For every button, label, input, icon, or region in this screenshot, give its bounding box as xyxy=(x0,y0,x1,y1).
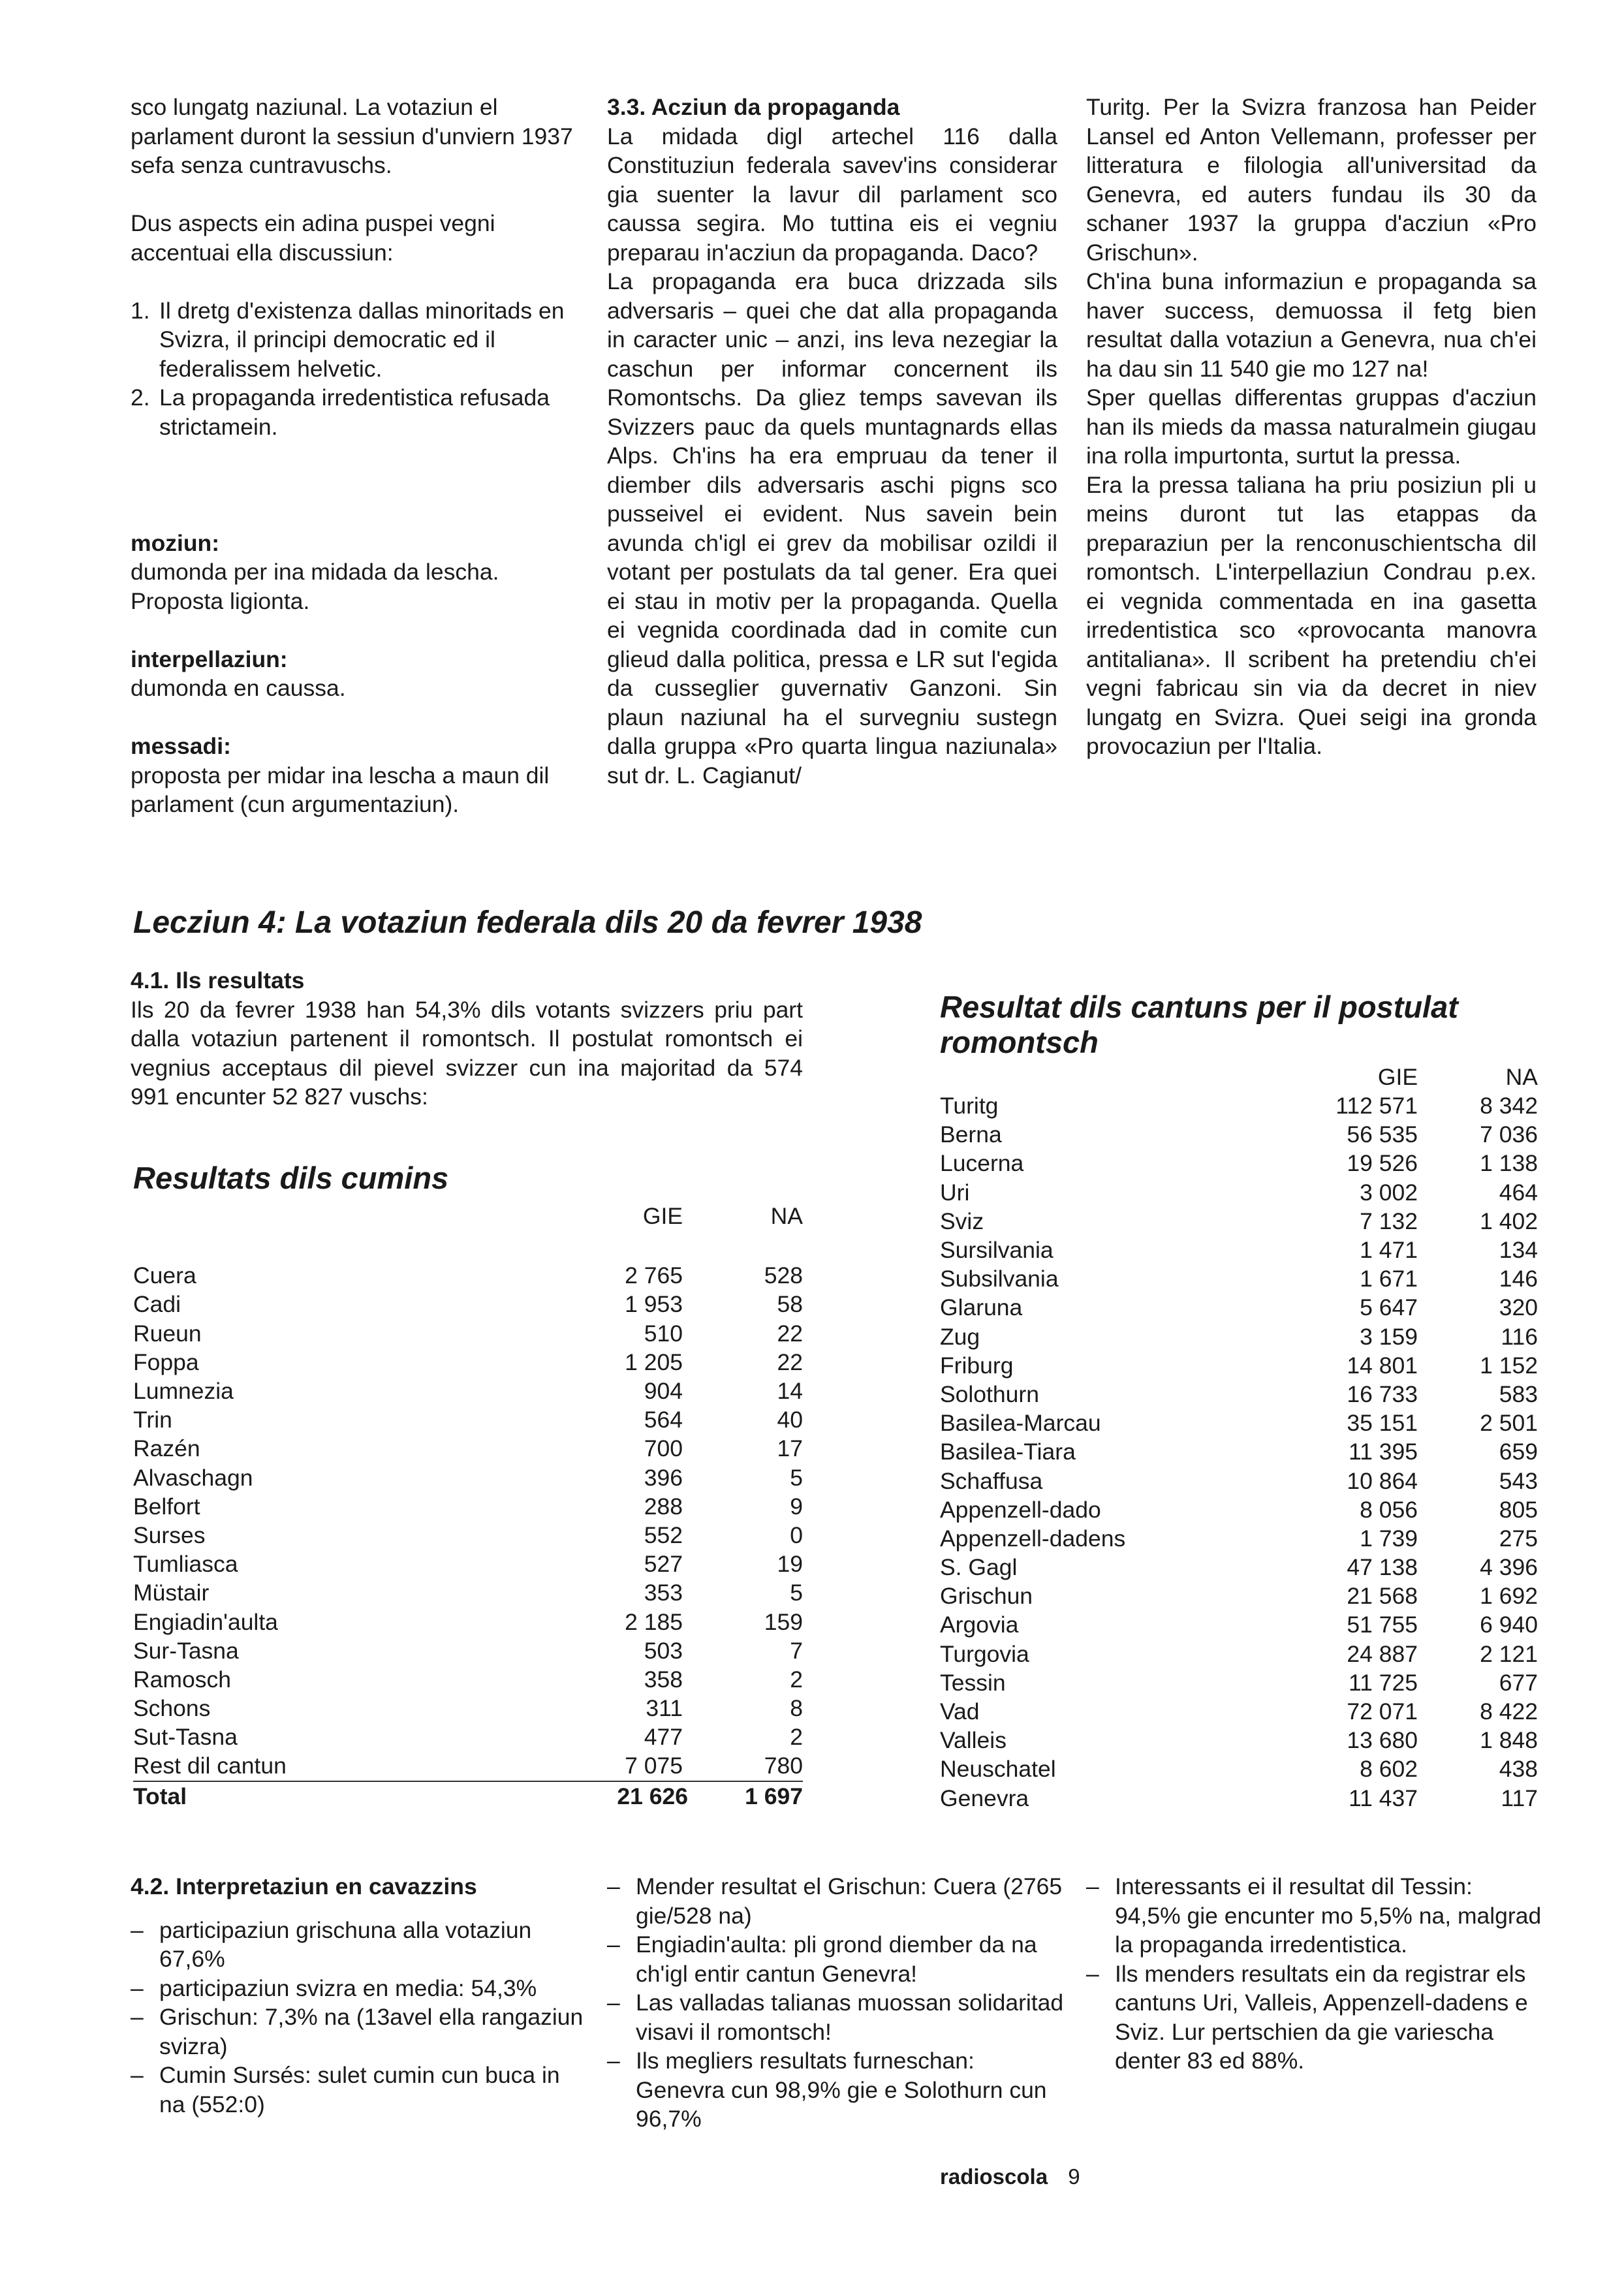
table-row xyxy=(940,1697,1538,1726)
interpretation-list xyxy=(1086,1872,1543,2076)
results-text: Ils 20 da fevrer 1938 han 54,3% dils votants svizzers priu part dalla votaziun partenent il romontsch. Il postulat romontsch ei vegnius acceptaus dil pievel svizzer cun ina majoritad da 574 991 encunter 52 827 vuschs: xyxy=(131,996,803,1110)
page-number: 9 xyxy=(1068,2164,1080,2189)
row-na: 134 xyxy=(1499,1237,1538,1264)
total-gie: 21 626 xyxy=(538,1781,688,1811)
row-name: Turgovia xyxy=(940,1640,1029,1667)
row-name: Sviz xyxy=(940,1208,984,1234)
row-name: Zug xyxy=(940,1323,980,1350)
row-name: Glaruna xyxy=(940,1294,1023,1321)
row-gie: 552 xyxy=(644,1522,683,1548)
page-footer xyxy=(940,2164,1080,2189)
table-row xyxy=(940,1582,1538,1610)
row-gie: 72 071 xyxy=(1347,1698,1418,1725)
table-row xyxy=(940,1351,1538,1380)
row-name: Lucerna xyxy=(940,1150,1024,1177)
row-gie: 11 395 xyxy=(1349,1439,1418,1465)
table-row xyxy=(133,1290,803,1319)
list-item xyxy=(131,2003,587,2061)
list-number: 2. xyxy=(131,384,150,411)
list-item-text: participaziun svizra en media: 54,3% xyxy=(159,1975,537,2001)
row-na: 2 xyxy=(790,1666,803,1693)
row-na: 7 xyxy=(790,1637,803,1664)
row-gie: 503 xyxy=(644,1637,683,1664)
lesson-title: Lecziun 4: La votaziun federala dils 20 da fevrer 1938 xyxy=(133,905,922,940)
row-gie: 8 056 xyxy=(1360,1496,1418,1523)
aspects-intro: Dus aspects ein adina puspei vegni accentuai ella discussiun: xyxy=(131,210,495,266)
row-gie: 21 568 xyxy=(1347,1583,1418,1610)
row-na: 2 121 xyxy=(1480,1640,1538,1667)
row-name: Subsilvania xyxy=(940,1266,1059,1292)
row-name: Neuschatel xyxy=(940,1756,1056,1783)
list-item-text: participaziun grischuna alla votaziun 67,6% xyxy=(159,1916,532,1972)
row-na: 438 xyxy=(1499,1756,1538,1783)
row-na: 9 xyxy=(790,1493,803,1520)
row-name: Lumnezia xyxy=(133,1378,234,1405)
table-row xyxy=(940,1120,1538,1149)
intro-text: sco lungatg naziunal. La votaziun el parlament duront la sessiun d'unviern 1937 sefa senza cuntravuschs. xyxy=(131,94,573,178)
row-gie: 2 185 xyxy=(625,1608,683,1635)
row-name: Solothurn xyxy=(940,1381,1039,1407)
interpretation-col-3 xyxy=(1086,1872,1543,2076)
row-na: 58 xyxy=(777,1291,803,1318)
row-name: Appenzell-dadens xyxy=(940,1525,1126,1552)
table-row xyxy=(133,1434,803,1463)
row-na: 7 036 xyxy=(1480,1121,1538,1148)
row-na: 659 xyxy=(1499,1439,1538,1465)
interpretation-heading: 4.2. Interpretaziun en cavazzins xyxy=(131,1873,477,1899)
column-3 xyxy=(1086,93,1537,761)
row-na: 19 xyxy=(777,1551,803,1578)
list-item xyxy=(607,2046,1064,2134)
row-gie: 1 953 xyxy=(625,1291,683,1318)
row-na: 275 xyxy=(1499,1525,1538,1552)
interpretation-list xyxy=(607,1872,1064,2134)
row-gie: 3 002 xyxy=(1360,1179,1418,1206)
list-item xyxy=(1086,1872,1543,1959)
row-gie: 564 xyxy=(644,1407,683,1433)
row-gie: 5 647 xyxy=(1360,1294,1418,1321)
dash-bullet: – xyxy=(607,1931,620,1958)
row-name: Sursilvania xyxy=(940,1237,1054,1264)
table-row xyxy=(133,1348,803,1377)
row-gie: 358 xyxy=(644,1666,683,1693)
row-gie: 47 138 xyxy=(1347,1554,1418,1581)
row-name: Surses xyxy=(133,1522,206,1548)
table-row xyxy=(940,1668,1538,1697)
table-row xyxy=(133,1578,803,1607)
row-na: 159 xyxy=(764,1608,803,1635)
total-label: Total xyxy=(133,1781,538,1811)
row-gie: 8 602 xyxy=(1360,1756,1418,1783)
row-name: Friburg xyxy=(940,1352,1014,1379)
table-row xyxy=(133,1550,803,1578)
row-name: Ramosch xyxy=(133,1666,231,1693)
paragraph: Turitg. Per la Svizra franzosa han Peider Lansel ed Anton Vellemann, professer per litteratura e filologia all'universitad da Genevra, ed auters fundau ils 30 da schaner 1937 la gruppa d'acziun «Pro Grischun». xyxy=(1086,94,1537,266)
row-na: 6 940 xyxy=(1480,1612,1538,1638)
column-1 xyxy=(131,93,581,819)
interpretation-list xyxy=(131,1916,587,2119)
total-row xyxy=(133,1781,803,1811)
list-text: Il dretg d'existenza dallas minoritads en Svizra, il principi democratic ed il federalissem helvetic. xyxy=(159,297,565,382)
row-na: 464 xyxy=(1499,1179,1538,1206)
list-item xyxy=(607,1988,1064,2046)
dash-bullet: – xyxy=(607,1873,620,1899)
table-row xyxy=(133,1694,803,1723)
row-name: S. Gagl xyxy=(940,1554,1018,1581)
list-item xyxy=(131,1974,587,2003)
row-na: 22 xyxy=(777,1320,803,1347)
list-item-text: Interessants ei il resultat dil Tessin: 94,5% gie encunter mo 5,5% na, malgrad la propaganda irredentistica. xyxy=(1115,1873,1542,1958)
table-row xyxy=(940,1784,1538,1813)
row-name: Razén xyxy=(133,1435,200,1462)
row-name: Grischun xyxy=(940,1583,1033,1610)
row-gie: 353 xyxy=(644,1580,683,1606)
row-name: Appenzell-dado xyxy=(940,1496,1101,1523)
aspect-item xyxy=(131,296,581,384)
row-na: 17 xyxy=(777,1435,803,1462)
section-heading: 3.3. Acziun da propaganda xyxy=(607,94,900,120)
column-2 xyxy=(607,93,1057,790)
row-gie: 1 739 xyxy=(1360,1525,1418,1552)
row-na: 805 xyxy=(1499,1496,1538,1523)
table-row xyxy=(940,1264,1538,1293)
row-name: Belfort xyxy=(133,1493,200,1520)
row-na: 2 501 xyxy=(1480,1410,1538,1437)
row-name: Foppa xyxy=(133,1349,199,1375)
row-na: 2 xyxy=(790,1724,803,1751)
row-name: Argovia xyxy=(940,1612,1019,1638)
row-gie: 7 075 xyxy=(625,1753,683,1779)
row-na: 5 xyxy=(790,1464,803,1491)
row-gie: 700 xyxy=(644,1435,683,1462)
row-gie: 904 xyxy=(644,1378,683,1405)
dash-bullet: – xyxy=(131,2062,144,2088)
row-gie: 2 765 xyxy=(625,1262,683,1289)
glossary-definition: proposta per midar ina lescha a maun dil parlament (cun argumentaziun). xyxy=(131,762,550,817)
table-header-row xyxy=(133,1200,803,1232)
table-row xyxy=(133,1377,803,1405)
row-gie: 112 571 xyxy=(1335,1093,1418,1119)
row-name: Tessin xyxy=(940,1669,1006,1696)
cumins-table-title: Resultats dils cumins xyxy=(133,1161,449,1195)
row-na: 1 402 xyxy=(1480,1208,1538,1234)
table-row xyxy=(940,1755,1538,1783)
list-item-text: Engiadin'aulta: pli grond diember da na ch'igl entir cantun Genevra! xyxy=(636,1931,1037,1987)
cantuns-table-block xyxy=(940,990,1540,1813)
row-name: Vad xyxy=(940,1698,980,1725)
table-row xyxy=(133,1665,803,1694)
footer-brand: radioscola xyxy=(940,2164,1048,2189)
row-name: Basilea-Marcau xyxy=(940,1410,1101,1437)
list-item-text: Grischun: 7,3% na (13avel ella rangaziun svizra) xyxy=(159,2004,584,2059)
paragraph: Ch'ina buna informaziun e propaganda sa haver success, demuossa il fetg bien resultat dalla votaziun a Genevra, nua ch'ei ha dau sin 11 540 gie mo 127 na! xyxy=(1086,268,1537,382)
dash-bullet: – xyxy=(1086,1873,1099,1899)
glossary-definition: dumonda per ina midada da lescha. Proposta ligionta. xyxy=(131,559,499,614)
row-na: 8 422 xyxy=(1480,1698,1538,1725)
row-na: 320 xyxy=(1499,1294,1538,1321)
table-row xyxy=(940,1409,1538,1437)
table-row xyxy=(940,1207,1538,1236)
cantuns-title-line1: Resultat dils cantuns per il postulat xyxy=(940,990,1458,1024)
row-gie: 396 xyxy=(644,1464,683,1491)
table-row xyxy=(133,1319,803,1348)
column-header-gie: GIE xyxy=(1377,1063,1418,1090)
row-na: 116 xyxy=(1501,1323,1538,1350)
list-text: La propaganda irredentistica refusada strictamein. xyxy=(159,384,550,440)
list-item xyxy=(1086,1959,1543,2076)
list-number: 1. xyxy=(131,297,150,324)
row-gie: 527 xyxy=(644,1551,683,1578)
row-na: 583 xyxy=(1499,1381,1538,1407)
list-item xyxy=(607,1872,1064,1930)
row-na: 4 396 xyxy=(1480,1554,1538,1581)
row-na: 117 xyxy=(1501,1785,1538,1811)
interpretation-col-1 xyxy=(131,1872,587,2119)
row-name: Uri xyxy=(940,1179,970,1206)
cumins-table xyxy=(133,1200,803,1811)
row-na: 1 152 xyxy=(1480,1352,1538,1379)
column-header-na: NA xyxy=(1505,1063,1538,1090)
table-row xyxy=(940,1437,1538,1466)
column-header-na: NA xyxy=(770,1202,803,1229)
list-item xyxy=(131,1916,587,1974)
table-row xyxy=(940,1495,1538,1524)
row-gie: 510 xyxy=(644,1320,683,1347)
dash-bullet: – xyxy=(607,1990,620,2016)
row-gie: 24 887 xyxy=(1347,1640,1418,1667)
row-name: Sur-Tasna xyxy=(133,1637,239,1664)
row-gie: 1 471 xyxy=(1360,1237,1418,1264)
row-na: 8 xyxy=(790,1695,803,1722)
row-name: Tumliasca xyxy=(133,1551,238,1578)
table-row xyxy=(940,1293,1538,1322)
row-name: Rest dil cantun xyxy=(133,1753,287,1779)
glossary-term: moziun: xyxy=(131,529,220,556)
row-na: 14 xyxy=(777,1378,803,1405)
row-name: Engiadin'aulta xyxy=(133,1608,278,1635)
row-name: Schons xyxy=(133,1695,211,1722)
row-name: Valleis xyxy=(940,1727,1007,1754)
row-gie: 1 671 xyxy=(1360,1266,1418,1292)
list-item-text: Mender resultat el Grischun: Cuera (2765 gie/528 na) xyxy=(636,1873,1063,1929)
results-heading: 4.1. Ils resultats xyxy=(131,967,305,993)
cantuns-title-line2: romontsch xyxy=(940,1025,1099,1059)
table-row xyxy=(133,1751,803,1781)
row-name: Genevra xyxy=(940,1785,1029,1811)
row-na: 780 xyxy=(764,1753,803,1779)
cantuns-table-body xyxy=(940,1091,1538,1813)
table-row xyxy=(940,1553,1538,1582)
row-gie: 16 733 xyxy=(1347,1381,1418,1407)
row-na: 528 xyxy=(764,1262,803,1289)
table-row xyxy=(133,1607,803,1636)
table-row xyxy=(133,1723,803,1751)
row-gie: 10 864 xyxy=(1347,1467,1418,1494)
row-gie: 13 680 xyxy=(1347,1727,1418,1754)
row-gie: 7 132 xyxy=(1360,1208,1418,1234)
table-row xyxy=(133,1492,803,1521)
paragraph: La propaganda era buca drizzada sils adversaris – quei che dat alla propaganda in caracter unic – anzi, ins leva nezegiar la caschun per informar concernent ils Romontschs. Da gliez temps savevan ils Svizzers pauc da quels muntagnards ellas Alps. Ch'ins ha era empruau da tener il diember dils adversaris aschi pigns sco pusseivel ei evident. Nus savein bein avunda ch'igl ei grev da mobilisar ozildi il votant per postulats da tal gener. Era quei ei stau in motiv per la propaganda. Quella ei vegnida coordinada dad in comite cun glieud dalla politica, pressa e LR sut l'egida da cusseglier guvernativ Ganzoni. Sin plaun naziunal ha el survegniu sustegn dalla gruppa «Pro quarta lingua naziunala» sut dr. L. Cagianut/ xyxy=(607,268,1057,788)
column-header-gie: GIE xyxy=(642,1202,683,1229)
row-name: Cuera xyxy=(133,1262,196,1289)
dash-bullet: – xyxy=(131,1975,144,2001)
row-gie: 477 xyxy=(644,1724,683,1751)
results-section xyxy=(131,966,803,1112)
table-row xyxy=(940,1178,1538,1207)
row-na: 677 xyxy=(1499,1669,1538,1696)
row-na: 1 848 xyxy=(1480,1727,1538,1754)
table-row xyxy=(940,1091,1538,1120)
glossary-term: messadi: xyxy=(131,733,231,759)
row-gie: 288 xyxy=(644,1493,683,1520)
list-item-text: Las valladas talianas muossan solidaritad visavi il romontsch! xyxy=(636,1990,1064,2045)
row-na: 1 692 xyxy=(1480,1583,1538,1610)
row-name: Schaffusa xyxy=(940,1467,1043,1494)
cantuns-table xyxy=(940,1063,1538,1813)
dash-bullet: – xyxy=(131,1916,144,1943)
glossary-term: interpellaziun: xyxy=(131,646,288,672)
table-row xyxy=(940,1524,1538,1553)
glossary-definition: dumonda en caussa. xyxy=(131,675,346,701)
row-gie: 56 535 xyxy=(1347,1121,1418,1148)
row-gie: 311 xyxy=(646,1695,683,1722)
row-name: Basilea-Tiara xyxy=(940,1439,1076,1465)
row-gie: 1 205 xyxy=(625,1349,683,1375)
row-name: Rueun xyxy=(133,1320,202,1347)
row-gie: 14 801 xyxy=(1347,1352,1418,1379)
dash-bullet: – xyxy=(607,2048,620,2074)
cumins-table-block xyxy=(133,1161,805,1811)
row-gie: 35 151 xyxy=(1347,1410,1418,1437)
row-na: 22 xyxy=(777,1349,803,1375)
list-item-text: Cumin Sursés: sulet cumin cun buca in na (552:0) xyxy=(159,2062,560,2117)
row-name: Berna xyxy=(940,1121,1002,1148)
paragraph: Era la pressa taliana ha priu posiziun pli u meins duront tut las etappas da preparaziun per la renconuschientscha dil romontsch. L'interpellaziun Condrau p.ex. ei vegnida commentada en ina gasetta irredentistica sco «provocanta manovra antitaliana». Il scribent ha pretendiu ch'ei vegni fabricau sin via da decret in niev lungatg en Svizra. Quei seigi ina gronda provocaziun per l'Italia. xyxy=(1086,471,1537,759)
table-row xyxy=(940,1640,1538,1668)
row-name: Alvaschagn xyxy=(133,1464,253,1491)
table-row xyxy=(940,1466,1538,1495)
table-row xyxy=(940,1322,1538,1351)
dash-bullet: – xyxy=(1086,1960,1099,1987)
paragraph: Sper quellas differentas gruppas d'acziun han ils mieds da massa naturalmein giugau ina rolla impurtonta, surtut la pressa. xyxy=(1086,384,1537,469)
table-row xyxy=(940,1726,1538,1755)
row-na: 1 138 xyxy=(1480,1150,1538,1177)
row-name: Cadi xyxy=(133,1291,181,1318)
cantuns-table-title xyxy=(940,990,1540,1060)
table-header-row xyxy=(940,1063,1538,1091)
row-na: 146 xyxy=(1499,1266,1538,1292)
row-na: 0 xyxy=(790,1522,803,1548)
table-row xyxy=(940,1236,1538,1264)
row-gie: 11 725 xyxy=(1349,1669,1418,1696)
row-na: 543 xyxy=(1499,1467,1538,1494)
cumins-table-body xyxy=(133,1261,803,1781)
row-name: Trin xyxy=(133,1407,172,1433)
paragraph: La midada digl artechel 116 dalla Constituziun federala savev'ins considerar gia suenter la lavur dil parlament sco caussa segira. Mo tuttina eis ei vegniu preparau in'acziun da propaganda. Daco? xyxy=(607,123,1057,266)
table-row xyxy=(133,1463,803,1492)
row-na: 8 342 xyxy=(1480,1093,1538,1119)
total-na: 1 697 xyxy=(688,1781,803,1811)
list-item-text: Ils menders resultats ein da registrar els cantuns Uri, Valleis, Appenzell-dadens e Sviz. Lur pertschien da gie variescha denter 83 ed 88%. xyxy=(1115,1960,1528,2074)
row-gie: 3 159 xyxy=(1360,1323,1418,1350)
list-item-text: Ils megliers resultats furneschan: Genevra cun 98,9% gie e Solothurn cun 96,7% xyxy=(636,2048,1047,2132)
row-name: Sut-Tasna xyxy=(133,1724,238,1751)
list-item xyxy=(131,2061,587,2119)
row-gie: 11 437 xyxy=(1349,1785,1418,1811)
interpretation-col-2 xyxy=(607,1872,1064,2134)
row-name: Turitg xyxy=(940,1093,999,1119)
table-row xyxy=(940,1380,1538,1409)
table-row xyxy=(940,1149,1538,1178)
table-row xyxy=(133,1636,803,1665)
row-na: 40 xyxy=(777,1407,803,1433)
table-row xyxy=(133,1521,803,1550)
dash-bullet: – xyxy=(131,2004,144,2030)
table-row xyxy=(133,1261,803,1290)
row-na: 5 xyxy=(790,1580,803,1606)
row-gie: 19 526 xyxy=(1347,1150,1418,1177)
row-gie: 51 755 xyxy=(1347,1612,1418,1638)
table-row xyxy=(133,1405,803,1434)
table-row xyxy=(940,1610,1538,1639)
row-name: Müstair xyxy=(133,1580,210,1606)
list-item xyxy=(607,1930,1064,1988)
aspect-item xyxy=(131,383,581,441)
